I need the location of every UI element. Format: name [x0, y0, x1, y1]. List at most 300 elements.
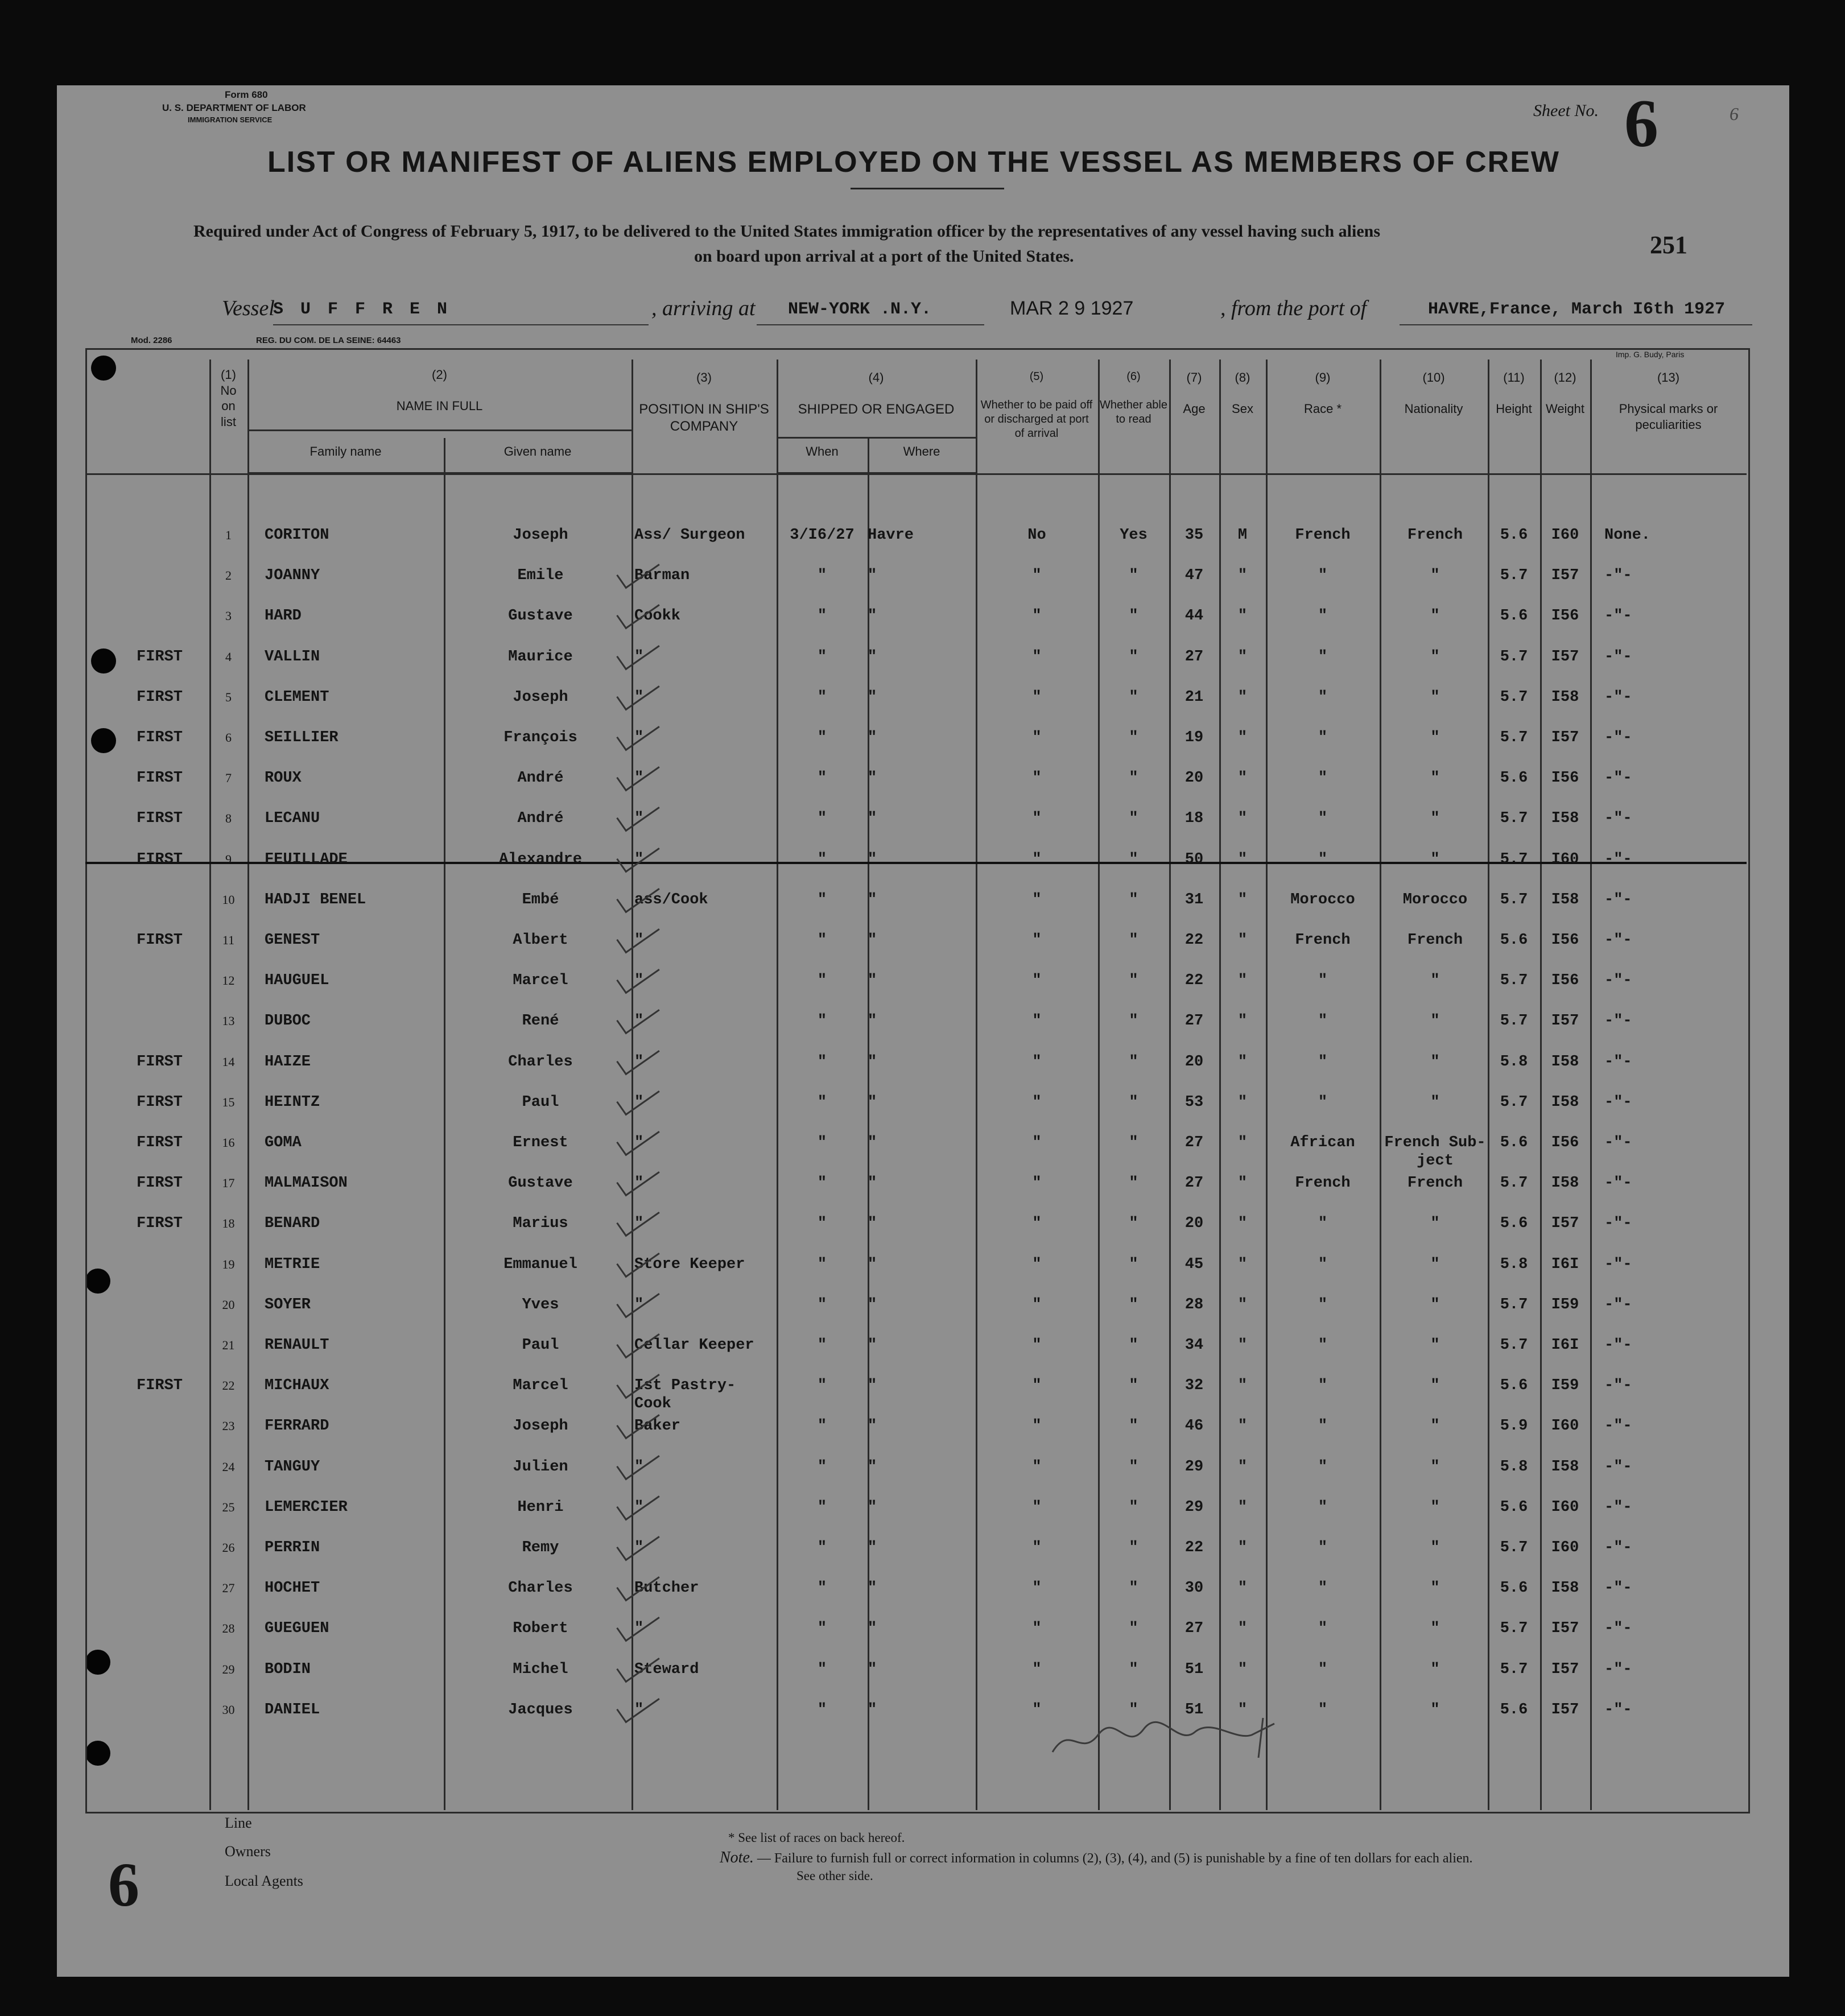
crew-number: 27 — [222, 1581, 235, 1595]
see-other-side: See other side. — [796, 1869, 873, 1883]
race: " — [1318, 608, 1328, 625]
height: 5.7 — [1500, 1296, 1528, 1313]
crew-number: 13 — [222, 1014, 235, 1028]
crew-number: 21 — [222, 1338, 235, 1352]
age: 22 — [1184, 972, 1204, 989]
able-to-read: " — [1129, 810, 1138, 827]
position: " — [634, 1215, 644, 1232]
nationality: French — [1407, 932, 1463, 949]
able-to-read: " — [1129, 891, 1138, 908]
subtitle-line-2: on board upon arrival at a port of the United States. — [694, 247, 1074, 266]
weight: I6I — [1551, 1337, 1579, 1354]
shipped-where: " — [868, 1134, 877, 1151]
position: Cookk — [634, 608, 681, 625]
age: 29 — [1184, 1499, 1204, 1516]
race: " — [1318, 1499, 1328, 1516]
family-name: GOMA — [265, 1134, 302, 1151]
header-rule — [777, 472, 976, 474]
sex: " — [1237, 1215, 1248, 1232]
paid-off: " — [1032, 972, 1042, 989]
physical-marks: -"- — [1604, 1337, 1632, 1354]
header-rule — [247, 472, 631, 474]
physical-marks: -"- — [1604, 851, 1632, 868]
crew-mark: FIRST — [137, 1215, 183, 1232]
weight: I57 — [1551, 648, 1579, 666]
family-name: DUBOC — [265, 1013, 311, 1030]
nationality: " — [1430, 1256, 1440, 1273]
shipped-when: " — [817, 1215, 827, 1232]
crew-number: 18 — [222, 1216, 235, 1230]
position: " — [634, 810, 644, 827]
nationality: " — [1430, 1054, 1440, 1071]
shipped-where: " — [868, 1337, 877, 1354]
paid-off: " — [1032, 1377, 1042, 1394]
col12-header: (12) Weight — [1545, 370, 1585, 416]
physical-marks: -"- — [1604, 1215, 1632, 1232]
given-name: Emmanuel — [503, 1256, 577, 1273]
position: " — [634, 1094, 644, 1111]
paid-off: " — [1032, 851, 1042, 868]
family-name: CLEMENT — [265, 689, 329, 706]
race: " — [1318, 1539, 1328, 1556]
height: 5.7 — [1500, 1620, 1528, 1637]
family-name: HAIZE — [265, 1054, 311, 1071]
height: 5.6 — [1500, 1499, 1528, 1516]
family-name: BENARD — [265, 1215, 320, 1232]
col9-header: (9) Race * — [1303, 370, 1342, 416]
family-name: RENAULT — [265, 1337, 329, 1354]
position: Cellar Keeper — [634, 1337, 754, 1354]
crew-number: 19 — [222, 1257, 235, 1271]
position: Store Keeper — [634, 1256, 745, 1273]
crew-number: 11 — [222, 933, 235, 947]
shipped-when: " — [817, 1013, 827, 1030]
vessel-name: S U F F R E N — [273, 300, 451, 319]
physical-marks: -"- — [1604, 608, 1632, 625]
race: " — [1318, 729, 1328, 746]
position: Ist Pastry- Cook — [634, 1377, 736, 1412]
shipped-where: " — [868, 1661, 877, 1678]
able-to-read: " — [1129, 729, 1138, 746]
sheet-label: Sheet No. — [1533, 101, 1599, 120]
given-name: Michel — [513, 1661, 568, 1678]
registration: REG. DU COM. DE LA SEINE: 64463 — [256, 336, 401, 345]
position: " — [634, 689, 644, 706]
nationality: " — [1430, 972, 1440, 989]
weight: I57 — [1551, 729, 1579, 746]
sex: " — [1237, 851, 1248, 868]
height: 5.7 — [1500, 891, 1528, 908]
shipped-when: " — [817, 1499, 827, 1516]
shipped-where: " — [868, 1620, 877, 1637]
col-rule — [247, 360, 249, 1810]
paid-off: " — [1032, 1134, 1042, 1151]
physical-marks: -"- — [1604, 729, 1632, 746]
weight: I58 — [1551, 1459, 1579, 1476]
shipped-where: " — [868, 1175, 877, 1192]
shipped-where: " — [868, 689, 877, 706]
shipped-when: " — [817, 1377, 827, 1394]
physical-marks: -"- — [1604, 932, 1632, 949]
col4-header: (4) SHIPPED OR ENGAGED — [798, 370, 955, 417]
paid-off: " — [1032, 689, 1042, 706]
shipped-when: " — [817, 729, 827, 746]
nationality: " — [1430, 729, 1440, 746]
sex: " — [1237, 648, 1248, 666]
race: " — [1318, 689, 1328, 706]
physical-marks: -"- — [1604, 891, 1632, 908]
col2b-header: Given name — [503, 444, 572, 458]
race: African — [1290, 1134, 1355, 1151]
crew-mark: FIRST — [137, 1175, 183, 1192]
height: 5.7 — [1500, 810, 1528, 827]
sex: " — [1237, 729, 1248, 746]
age: 21 — [1184, 689, 1204, 706]
crew-mark: FIRST — [137, 1134, 183, 1151]
physical-marks: -"- — [1604, 648, 1632, 666]
able-to-read: " — [1129, 648, 1138, 666]
crew-number: 22 — [222, 1378, 235, 1393]
shipped-when: " — [817, 608, 827, 625]
nationality: " — [1430, 1580, 1440, 1597]
sex: " — [1237, 1377, 1248, 1394]
height: 5.7 — [1500, 1539, 1528, 1556]
given-name: Marcel — [513, 972, 568, 989]
race: " — [1318, 1580, 1328, 1597]
crew-number: 17 — [222, 1176, 235, 1190]
crew-number: 24 — [222, 1460, 235, 1474]
able-to-read: " — [1129, 851, 1138, 868]
vessel-underline — [273, 324, 649, 325]
shipped-where: " — [868, 810, 877, 827]
shipped-where: " — [868, 608, 877, 625]
nationality: French Sub- ject — [1384, 1134, 1486, 1170]
physical-marks: -"- — [1604, 1134, 1632, 1151]
arriving-label: , arriving at — [651, 296, 756, 320]
age: 46 — [1184, 1418, 1204, 1435]
paid-off: " — [1032, 1215, 1042, 1232]
vessel-label: Vessel — [222, 296, 275, 320]
sex: " — [1237, 1661, 1248, 1678]
shipped-when: " — [817, 1418, 827, 1435]
shipped-when: " — [817, 1256, 827, 1273]
crew-number: 12 — [222, 973, 235, 988]
position: " — [634, 1013, 644, 1030]
race: " — [1318, 972, 1328, 989]
shipped-when: " — [817, 891, 827, 908]
height: 5.8 — [1500, 1054, 1528, 1071]
col2a-header: Family name — [309, 444, 382, 458]
paid-off: " — [1032, 1054, 1042, 1071]
sex: " — [1237, 932, 1248, 949]
big-sheet-number: 6 — [108, 1850, 139, 1919]
race: " — [1318, 1418, 1328, 1435]
race: " — [1318, 810, 1328, 827]
crew-mark: FIRST — [137, 851, 183, 868]
height: 5.8 — [1500, 1459, 1528, 1476]
physical-marks: -"- — [1604, 1377, 1632, 1394]
sex: " — [1237, 1296, 1248, 1313]
race: French — [1295, 1175, 1351, 1192]
weight: I60 — [1551, 527, 1579, 544]
height: 5.7 — [1500, 729, 1528, 746]
owners-label: Owners — [225, 1843, 271, 1860]
age: 32 — [1184, 1377, 1204, 1394]
nationality: French — [1407, 527, 1463, 544]
given-name: Marcel — [513, 1377, 568, 1394]
nationality: " — [1430, 1459, 1440, 1476]
paid-off: " — [1032, 1296, 1042, 1313]
crew-number: 26 — [222, 1540, 235, 1555]
race: " — [1318, 1620, 1328, 1637]
age: 27 — [1184, 1134, 1204, 1151]
able-to-read: " — [1129, 689, 1138, 706]
height: 5.7 — [1500, 689, 1528, 706]
physical-marks: -"- — [1604, 1013, 1632, 1030]
sex: " — [1237, 1620, 1248, 1637]
shipped-where: " — [868, 567, 877, 584]
paid-off: No — [1027, 527, 1046, 544]
col7-header: (7) Age — [1183, 370, 1206, 416]
height: 5.9 — [1500, 1418, 1528, 1435]
race: " — [1318, 1094, 1328, 1111]
able-to-read: " — [1129, 1054, 1138, 1071]
nationality: French — [1407, 1175, 1463, 1192]
family-name: VALLIN — [265, 648, 320, 666]
race: " — [1318, 567, 1328, 584]
sex: " — [1237, 1459, 1248, 1476]
position: " — [634, 1175, 644, 1192]
col-rule — [444, 438, 445, 1810]
crew-number: 1 — [225, 528, 232, 542]
shipped-where: " — [868, 1418, 877, 1435]
nationality: " — [1430, 1377, 1440, 1394]
given-name: Marius — [513, 1215, 568, 1232]
shipped-where: " — [868, 1539, 877, 1556]
col6-header: (6) Whether able to read — [1100, 370, 1167, 425]
shipped-where: " — [868, 1094, 877, 1111]
height: 5.6 — [1500, 608, 1528, 625]
family-name: FEUILLADE — [265, 851, 348, 868]
sex: " — [1237, 1539, 1248, 1556]
given-name: René — [522, 1013, 559, 1030]
race: " — [1318, 1054, 1328, 1071]
family-name: LECANU — [265, 810, 320, 827]
shipped-when: " — [817, 1539, 827, 1556]
family-name: LEMERCIER — [265, 1499, 348, 1516]
shipped-where: " — [868, 1054, 877, 1071]
position: " — [634, 729, 644, 746]
paid-off: " — [1032, 932, 1042, 949]
nationality: Morocco — [1402, 891, 1468, 908]
paid-off: " — [1032, 729, 1042, 746]
weight: I60 — [1551, 1539, 1579, 1556]
family-name: PERRIN — [265, 1539, 320, 1556]
shipped-when: " — [817, 648, 827, 666]
paid-off: " — [1032, 1499, 1042, 1516]
sex: " — [1237, 972, 1248, 989]
paid-off: " — [1032, 1539, 1042, 1556]
given-name: Maurice — [508, 648, 573, 666]
col1-header: (1) No on list — [220, 367, 237, 429]
age: 20 — [1184, 770, 1204, 787]
physical-marks: -"- — [1604, 1661, 1632, 1678]
family-name: FERRARD — [265, 1418, 329, 1435]
shipped-when: " — [817, 689, 827, 706]
physical-marks: -"- — [1604, 1580, 1632, 1597]
age: 44 — [1184, 608, 1204, 625]
weight: I58 — [1551, 1580, 1579, 1597]
col-rule — [1590, 360, 1592, 1810]
race: " — [1318, 1013, 1328, 1030]
weight: I56 — [1551, 1134, 1579, 1151]
shipped-when: 3/I6/27 — [790, 527, 855, 544]
able-to-read: " — [1129, 1296, 1138, 1313]
page-title: LIST OR MANIFEST OF ALIENS EMPLOYED ON THE VESSEL AS MEMBERS OF CREW — [267, 146, 1560, 179]
given-name: Embé — [522, 891, 559, 908]
position: " — [634, 1054, 644, 1071]
family-name: TANGUY — [265, 1459, 320, 1476]
crew-mark: FIRST — [137, 1054, 183, 1071]
shipped-where: " — [868, 891, 877, 908]
crew-number: 23 — [222, 1419, 235, 1433]
height: 5.7 — [1500, 1661, 1528, 1678]
sex: " — [1237, 1094, 1248, 1111]
crew-mark: FIRST — [137, 932, 183, 949]
nationality: " — [1430, 1499, 1440, 1516]
height: 5.7 — [1500, 1337, 1528, 1354]
height: 5.7 — [1500, 648, 1528, 666]
arriving-port: NEW-YORK .N.Y. — [788, 300, 932, 319]
age: 20 — [1184, 1054, 1204, 1071]
able-to-read: " — [1129, 1499, 1138, 1516]
able-to-read: " — [1129, 1134, 1138, 1151]
weight: I58 — [1551, 1094, 1579, 1111]
paid-off: " — [1032, 1175, 1042, 1192]
height: 5.7 — [1500, 1175, 1528, 1192]
weight: I60 — [1551, 1499, 1579, 1516]
given-name: Joseph — [513, 527, 568, 544]
nationality: " — [1430, 810, 1440, 827]
height: 5.6 — [1500, 1134, 1528, 1151]
family-name: GENEST — [265, 932, 320, 949]
race: " — [1318, 1215, 1328, 1232]
paid-off: " — [1032, 648, 1042, 666]
able-to-read: " — [1129, 1256, 1138, 1273]
height: 5.7 — [1500, 567, 1528, 584]
age: 18 — [1184, 810, 1204, 827]
family-name: HADJI BENEL — [265, 891, 366, 908]
height: 5.8 — [1500, 1256, 1528, 1273]
able-to-read: " — [1129, 1620, 1138, 1637]
nationality: " — [1430, 689, 1440, 706]
given-name: Robert — [513, 1620, 568, 1637]
from-underline — [1400, 324, 1752, 325]
sheet-number-pencil: 6 — [1730, 104, 1739, 124]
service: IMMIGRATION SERVICE — [188, 115, 273, 124]
col8-header: (8) Sex — [1232, 370, 1253, 416]
age: 45 — [1184, 1256, 1204, 1273]
position: Barman — [634, 567, 690, 584]
position: " — [634, 1459, 644, 1476]
crew-number: 28 — [222, 1621, 235, 1635]
sex: " — [1237, 1175, 1248, 1192]
from-label: , from the port of — [1220, 296, 1367, 320]
shipped-when: " — [817, 567, 827, 584]
crew-mark: FIRST — [137, 689, 183, 706]
age: 20 — [1184, 1215, 1204, 1232]
nationality: " — [1430, 1094, 1440, 1111]
sex: M — [1237, 527, 1248, 544]
age: 35 — [1184, 527, 1204, 544]
nationality: " — [1430, 1296, 1440, 1313]
given-name: Alexandre — [499, 851, 582, 868]
able-to-read: " — [1129, 567, 1138, 584]
age: 28 — [1184, 1296, 1204, 1313]
sex: " — [1237, 1054, 1248, 1071]
height: 5.6 — [1500, 770, 1528, 787]
paid-off: " — [1032, 1580, 1042, 1597]
physical-marks: -"- — [1604, 1701, 1632, 1718]
family-name: ROUX — [265, 770, 302, 787]
crew-number: 29 — [222, 1662, 235, 1676]
able-to-read: " — [1129, 1337, 1138, 1354]
physical-marks: -"- — [1604, 1256, 1632, 1273]
able-to-read: " — [1129, 1701, 1138, 1718]
position: " — [634, 1296, 644, 1313]
shipped-where: " — [868, 729, 877, 746]
weight: I58 — [1551, 1054, 1579, 1071]
shipped-when: " — [817, 972, 827, 989]
nationality: " — [1430, 608, 1440, 625]
crew-mark: FIRST — [137, 1094, 183, 1111]
age: 31 — [1184, 891, 1204, 908]
age: 22 — [1184, 932, 1204, 949]
physical-marks: -"- — [1604, 1620, 1632, 1637]
nationality: " — [1430, 1539, 1440, 1556]
shipped-where: " — [868, 1499, 877, 1516]
position: " — [634, 1701, 644, 1718]
given-name: Gustave — [508, 608, 573, 625]
age: 22 — [1184, 1539, 1204, 1556]
given-name: Jacques — [508, 1701, 573, 1718]
physical-marks: -"- — [1604, 1539, 1632, 1556]
weight: I59 — [1551, 1377, 1579, 1394]
family-name: CORITON — [265, 527, 329, 544]
sheet-number: 6 — [1624, 85, 1658, 161]
nationality: " — [1430, 1701, 1440, 1718]
nationality: " — [1430, 1661, 1440, 1678]
given-name: Ernest — [513, 1134, 568, 1151]
crew-number: 15 — [222, 1095, 235, 1109]
race: " — [1318, 851, 1328, 868]
weight: I57 — [1551, 1661, 1579, 1678]
arrival-date-stamp: MAR 2 9 1927 — [1010, 298, 1134, 319]
paid-off: " — [1032, 1701, 1042, 1718]
nationality: " — [1430, 1337, 1440, 1354]
age: 29 — [1184, 1459, 1204, 1476]
position: Butcher — [634, 1580, 699, 1597]
able-to-read: Yes — [1120, 527, 1148, 544]
able-to-read: " — [1129, 932, 1138, 949]
given-name: Henri — [517, 1499, 564, 1516]
sex: " — [1237, 891, 1248, 908]
family-name: HEINTZ — [265, 1094, 320, 1111]
races-note: * See list of races on back hereof. — [728, 1831, 905, 1845]
shipped-where: " — [868, 1701, 877, 1718]
given-name: Joseph — [513, 689, 568, 706]
family-name: HOCHET — [265, 1580, 320, 1597]
